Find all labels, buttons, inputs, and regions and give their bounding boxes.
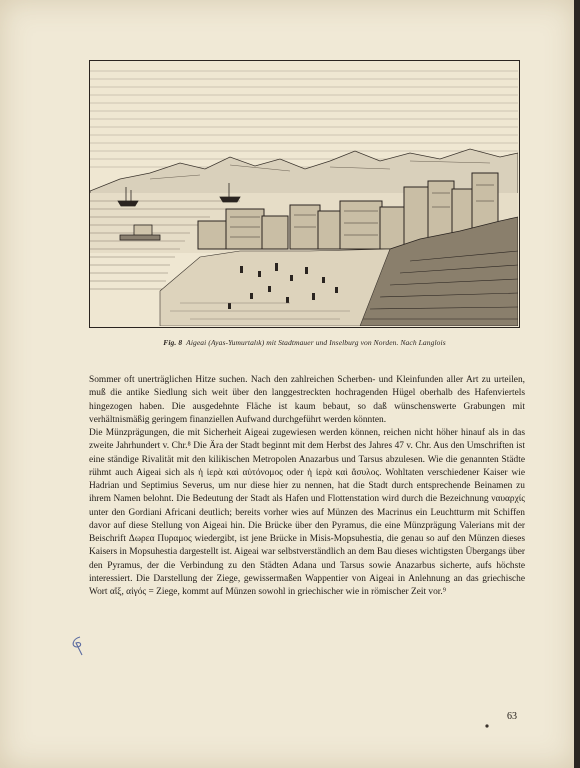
figure-caption-text: Aigeai (Ayas-Yumurtalık) mit Stadtmauer und Inselburg von Norden. Nach Langlois	[186, 338, 446, 347]
body-text	[89, 374, 525, 599]
engraving-illustration	[89, 60, 520, 328]
figure-caption	[89, 338, 520, 347]
page-number: 63	[507, 711, 517, 722]
paragraph-2: Die Münzprägungen, die mit Sicherheit Aigeai zugewiesen werden können, reichen nicht höher hinauf als in das zweite Jahrhundert v. Chr.⁸ Die Ära der Stadt beginnt mit dem Herbst des Jahres 47 v. Chr. Aus den Umschriften ist eine ständige Rivalität mit den kilikischen Metropolen Anazarbus und Tarsus abzulesen. Wie die genannten Städte rühmt auch Aigeai sich als ἡ ἱερὰ καὶ αὐτόνομος oder ἡ ἱερὰ καὶ ἄσυλος. Wohltaten verschiedener Kaiser wie Hadrian und Septimius Severus, um nur diese hier zu nennen, hat die Stadt durch entsprechende Beinamen zu ihrem Namen belohnt. Die Bedeutung der Stadt als Hafen und Flottenstation wird durch die Bezeichnung ναυαρχίς unter den Gordiani Africani deutlich; bereits vorher wies auf Münzen des Macrinus ein Leuchtturm mit Schiffen davor auf diese Stellung von Aigeai hin. Die Brücke über den Pyramus, die eine Münzprägung Valerians mit der Beischrift Δωρεα Πυραμος wiedergibt, ist jene Brücke in Misis-Mopsuhestia, die genau so auf den Münzen dieses Kaisers in Mopsuhestia dargestellt ist. Aigeai war selbstverständlich an dem Bau dieses wichtigsten Übergangs über den Pyramus, der die Verbindung zu den Städten Adana und Tarsus sowie Anazarbus sicherte, aufs höchste interessiert. Die Darstellung der Ziege, gewissermaßen Wappentier von Aigeai in Anlehnung an das griechische Wort αἴξ, αἰγός = Ziege, kommt auf Münzen sowohl in griechischer wie in römischer Zeit vor.⁹	[89, 428, 525, 597]
book-edge	[574, 0, 580, 768]
pencil-margin-mark	[68, 635, 86, 657]
paragraph-1: Sommer oft unerträglichen Hitze suchen. Nach den zahlreichen Scherben- und Kleinfunden aller Art zu urteilen, muß die antike Siedlung sich weit über den langgestreckten hochragenden Hügel oberhalb des Hafenviertels hingezogen haben. Die ausgedehnte Fläche ist kaum bebaut, so daß wünschenswerte Grabungen mit verhältnismäßig geringem finanziellen Aufwand durchgeführt werden könnten.	[89, 375, 525, 425]
figure-number: Fig. 8	[163, 338, 183, 347]
pencil-dot-mark	[484, 723, 490, 729]
